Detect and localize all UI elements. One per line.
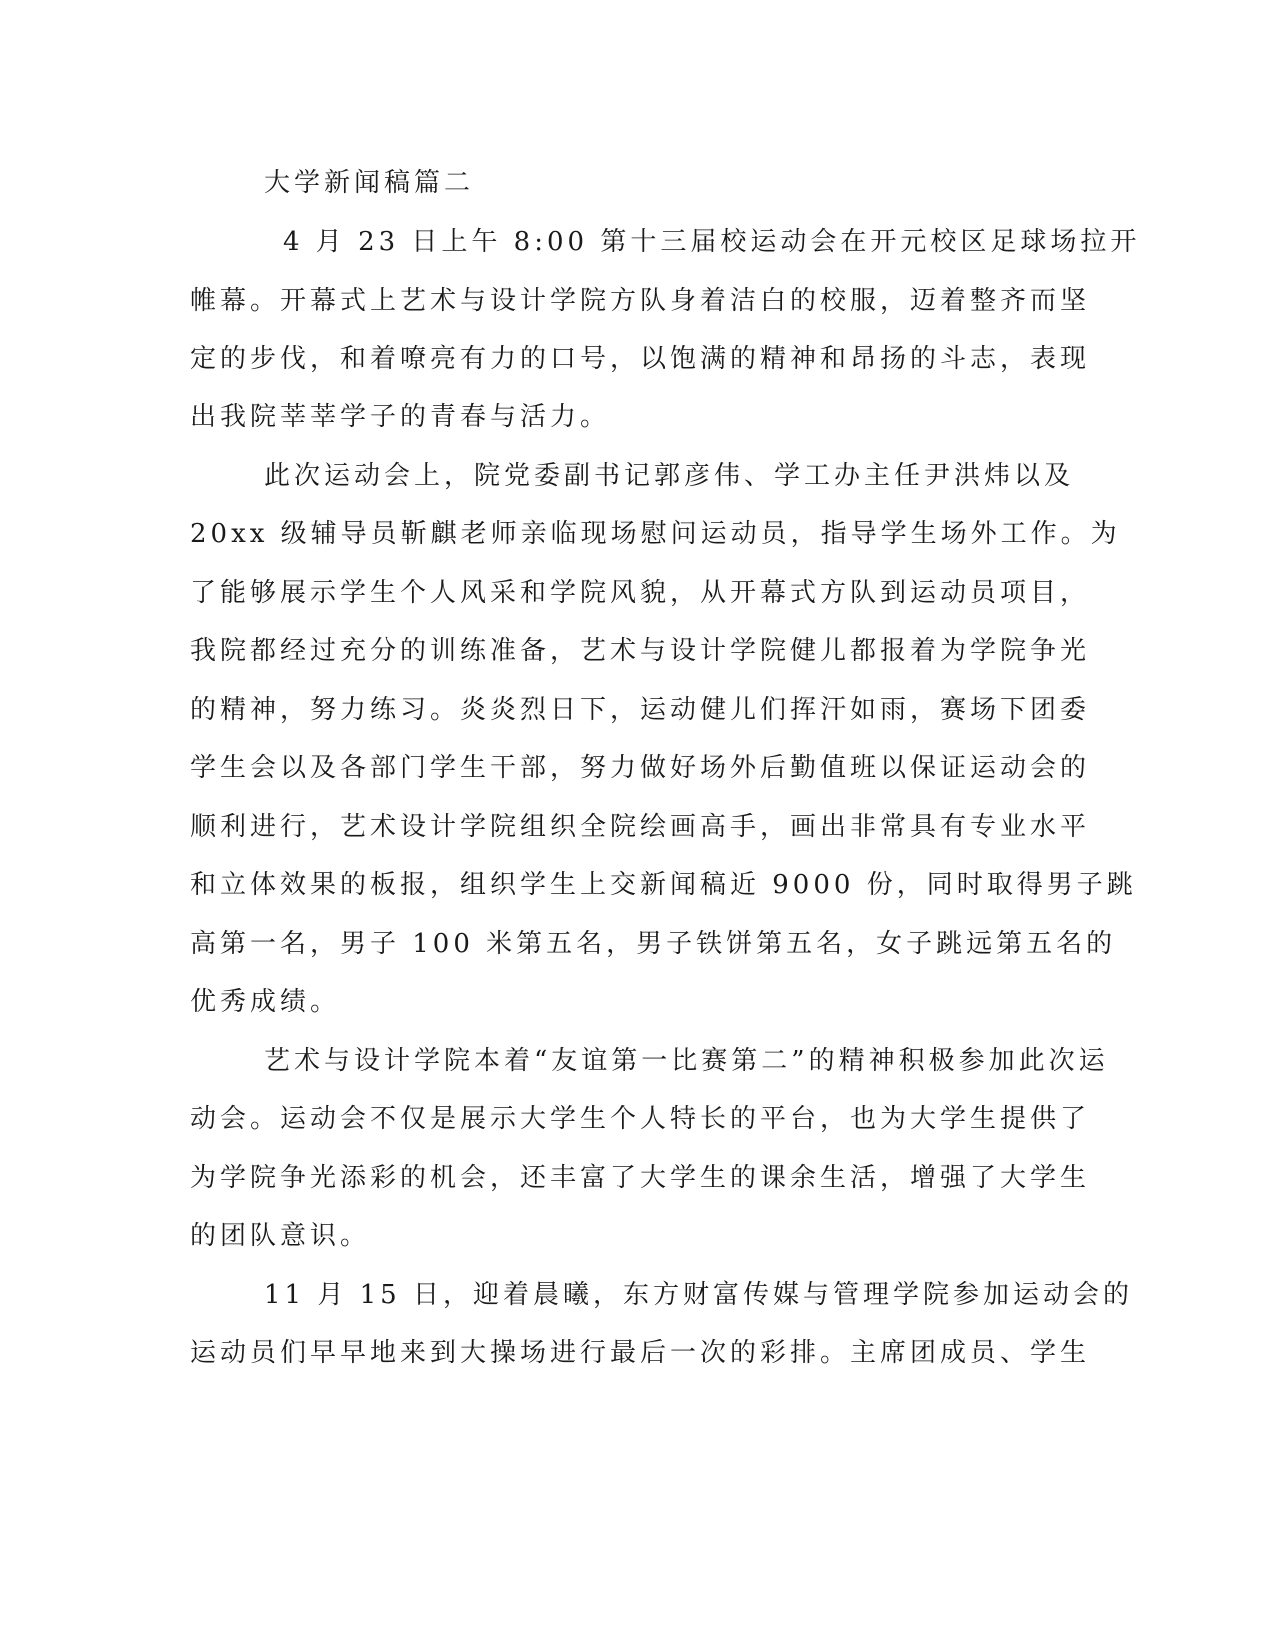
text-line: 我院都经过充分的训练准备，艺术与设计学院健儿都报着为学院争光: [190, 636, 1091, 666]
text-line: 和立体效果的板报，组织学生上交新闻稿近 9000 份，同时取得男子跳: [190, 870, 1137, 900]
text-line: 艺术与设计学院本着“友谊第一比赛第二”的精神积极参加此次运: [264, 1046, 1109, 1076]
text-line: 出我院莘莘学子的青春与活力。: [190, 402, 611, 432]
text-line: 帷幕。开幕式上艺术与设计学院方队身着洁白的校服，迈着整齐而坚: [190, 286, 1091, 316]
text-line: 动会。运动会不仅是展示大学生个人特长的平台，也为大学生提供了: [190, 1104, 1091, 1134]
text-line: 定的步伐，和着嘹亮有力的口号，以饱满的精神和昂扬的斗志，表现: [190, 344, 1091, 374]
text-line: 的精神，努力练习。炎炎烈日下，运动健儿们挥汗如雨，赛场下团委: [190, 695, 1091, 725]
text-line: 20xx 级辅导员靳麒老师亲临现场慰问运动员，指导学生场外工作。为: [190, 519, 1121, 549]
document-title: 大学新闻稿篇二: [264, 168, 475, 198]
text-line: 此次运动会上，院党委副书记郭彦伟、学工办主任尹洪炜以及: [264, 461, 1075, 491]
text-line: 优秀成绩。: [190, 987, 341, 1017]
text-line: 学生会以及各部门学生干部，努力做好场外后勤值班以保证运动会的: [190, 753, 1091, 783]
text-line: 运动员们早早地来到大操场进行最后一次的彩排。主席团成员、学生: [190, 1338, 1091, 1368]
text-line: 了能够展示学生个人风采和学院风貌，从开幕式方队到运动员项目，: [190, 578, 1091, 608]
text-line: 11 月 15 日，迎着晨曦，东方财富传媒与管理学院参加运动会的: [264, 1280, 1133, 1310]
text-line: 顺利进行，艺术设计学院组织全院绘画高手，画出非常具有专业水平: [190, 812, 1091, 842]
text-line: 高第一名，男子 100 米第五名，男子铁饼第五名，女子跳远第五名的: [190, 929, 1117, 959]
text-line: 的团队意识。: [190, 1221, 371, 1251]
text-line: 4 月 23 日上午 8:00 第十三届校运动会在开元校区足球场拉开: [283, 227, 1141, 257]
text-line: 为学院争光添彩的机会，还丰富了大学生的课余生活，增强了大学生: [190, 1163, 1091, 1193]
